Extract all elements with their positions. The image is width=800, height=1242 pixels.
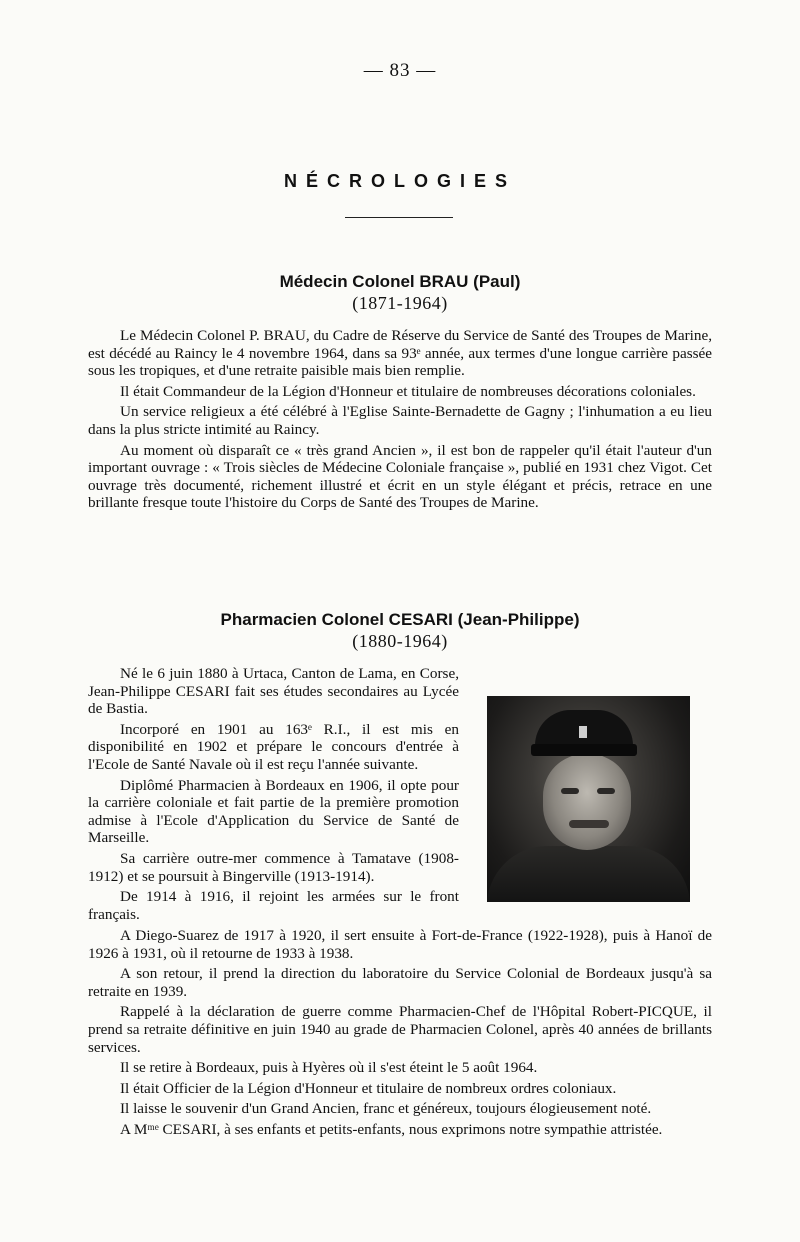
photo-face <box>543 754 631 850</box>
paragraph: Au moment où disparaît ce « très grand Ancien », il est bon de rappeler qu'il était l'auteur d'un important ouvrage : « Trois siècles de Médecine Coloniale française », publié en 1931 chez Vigot. Cet ouvrage très documenté, richement illustré et écrit en un style élégant et précis, retrace en une brillante fresque toute l'histoire du Corps de Santé des Troupes de Marine. <box>88 441 712 512</box>
paragraph: A son retour, il prend la direction du laboratoire du Service Colonial de Bordeaux jusqu'à sa retraite en 1939. <box>88 965 712 1000</box>
paragraph: Le Médecin Colonel P. BRAU, du Cadre de Réserve du Service de Santé des Troupes de Marine, est décédé au Raincy le 4 novembre 1964, dans sa 93ᵉ année, aux termes d'une longue carrière passée sous les tropiques, et d'une retraite paisible mais bien remplie. <box>88 327 712 380</box>
paragraph: Diplômé Pharmacien à Bordeaux en 1906, il opte pour la carrière coloniale et fait partie de la première promotion admise à l'Ecole d'Application du Service de Santé de Marseille. <box>88 776 459 847</box>
obituary-dates-brau: (1871-1964) <box>352 293 448 313</box>
paragraph: A Mᵐᵉ CESARI, à ses enfants et petits-enfants, nous exprimons notre sympathie attristée. <box>120 1120 663 1138</box>
photo-kepi-badge <box>579 726 587 738</box>
photo-uniform <box>487 846 690 902</box>
photo-eye <box>561 788 579 794</box>
heading-divider <box>345 217 453 218</box>
paragraph: Sa carrière outre-mer commence à Tamatave (1908-1912) et se poursuit à Bingerville (1913-1914). <box>88 849 459 885</box>
paragraph: Il était Commandeur de la Légion d'Honneur et titulaire de nombreuses décorations coloniales. <box>120 382 696 400</box>
paragraph: A Diego-Suarez de 1917 à 1920, il sert ensuite à Fort-de-France (1922-1928), puis à Hanoï de 1926 à 1931, où il retourne de 1933 à 1938. <box>88 927 712 962</box>
paragraph: Il se retire à Bordeaux, puis à Hyères où il s'est éteint le 5 août 1964. <box>120 1059 538 1077</box>
paragraph: Rappelé à la déclaration de guerre comme Pharmacien-Chef de l'Hôpital Robert-PICQUE, il prend sa retraite définitive en juin 1940 au grade de Pharmacien Colonel, après 40 années de brillants services. <box>88 1003 712 1056</box>
page-number: — 83 — <box>363 60 437 81</box>
obituary-dates-cesari: (1880-1964) <box>352 631 448 651</box>
obituary-name-cesari: Pharmacien Colonel CESARI (Jean-Philippe) <box>220 610 580 629</box>
paragraph: Il était Officier de la Légion d'Honneur et titulaire de nombreux ordres coloniaux. <box>120 1079 617 1097</box>
obituary-text-cesari-top <box>88 665 459 926</box>
photo-kepi-visor <box>531 744 637 756</box>
paragraph: De 1914 à 1916, il rejoint les armées sur le front français. <box>88 888 459 923</box>
section-heading: NÉCROLOGIES <box>283 171 516 191</box>
paragraph: Né le 6 juin 1880 à Urtaca, Canton de Lama, en Corse, Jean-Philippe CESARI fait ses études secondaires au Lycée de Bastia. <box>88 665 459 718</box>
paragraph: Incorporé en 1901 au 163ᵉ R.I., il est mis en disponibilité en 1902 et prépare le concours d'entrée à l'Ecole de Santé Navale où il est reçu l'année suivante. <box>88 720 459 773</box>
portrait-photo <box>487 696 690 902</box>
photo-moustache <box>569 820 609 828</box>
obituary-text-brau <box>88 327 712 515</box>
paragraph: Il laisse le souvenir d'un Grand Ancien, franc et généreux, toujours élogieusement noté. <box>120 1100 652 1118</box>
paragraph: Un service religieux a été célébré à l'Eglise Sainte-Bernadette de Gagny ; l'inhumation a eu lieu dans la plus stricte intimité au Raincy. <box>88 403 712 438</box>
photo-eye <box>597 788 615 794</box>
obituary-name-brau: Médecin Colonel BRAU (Paul) <box>279 272 521 291</box>
obituary-text-cesari-bottom <box>88 927 712 1142</box>
